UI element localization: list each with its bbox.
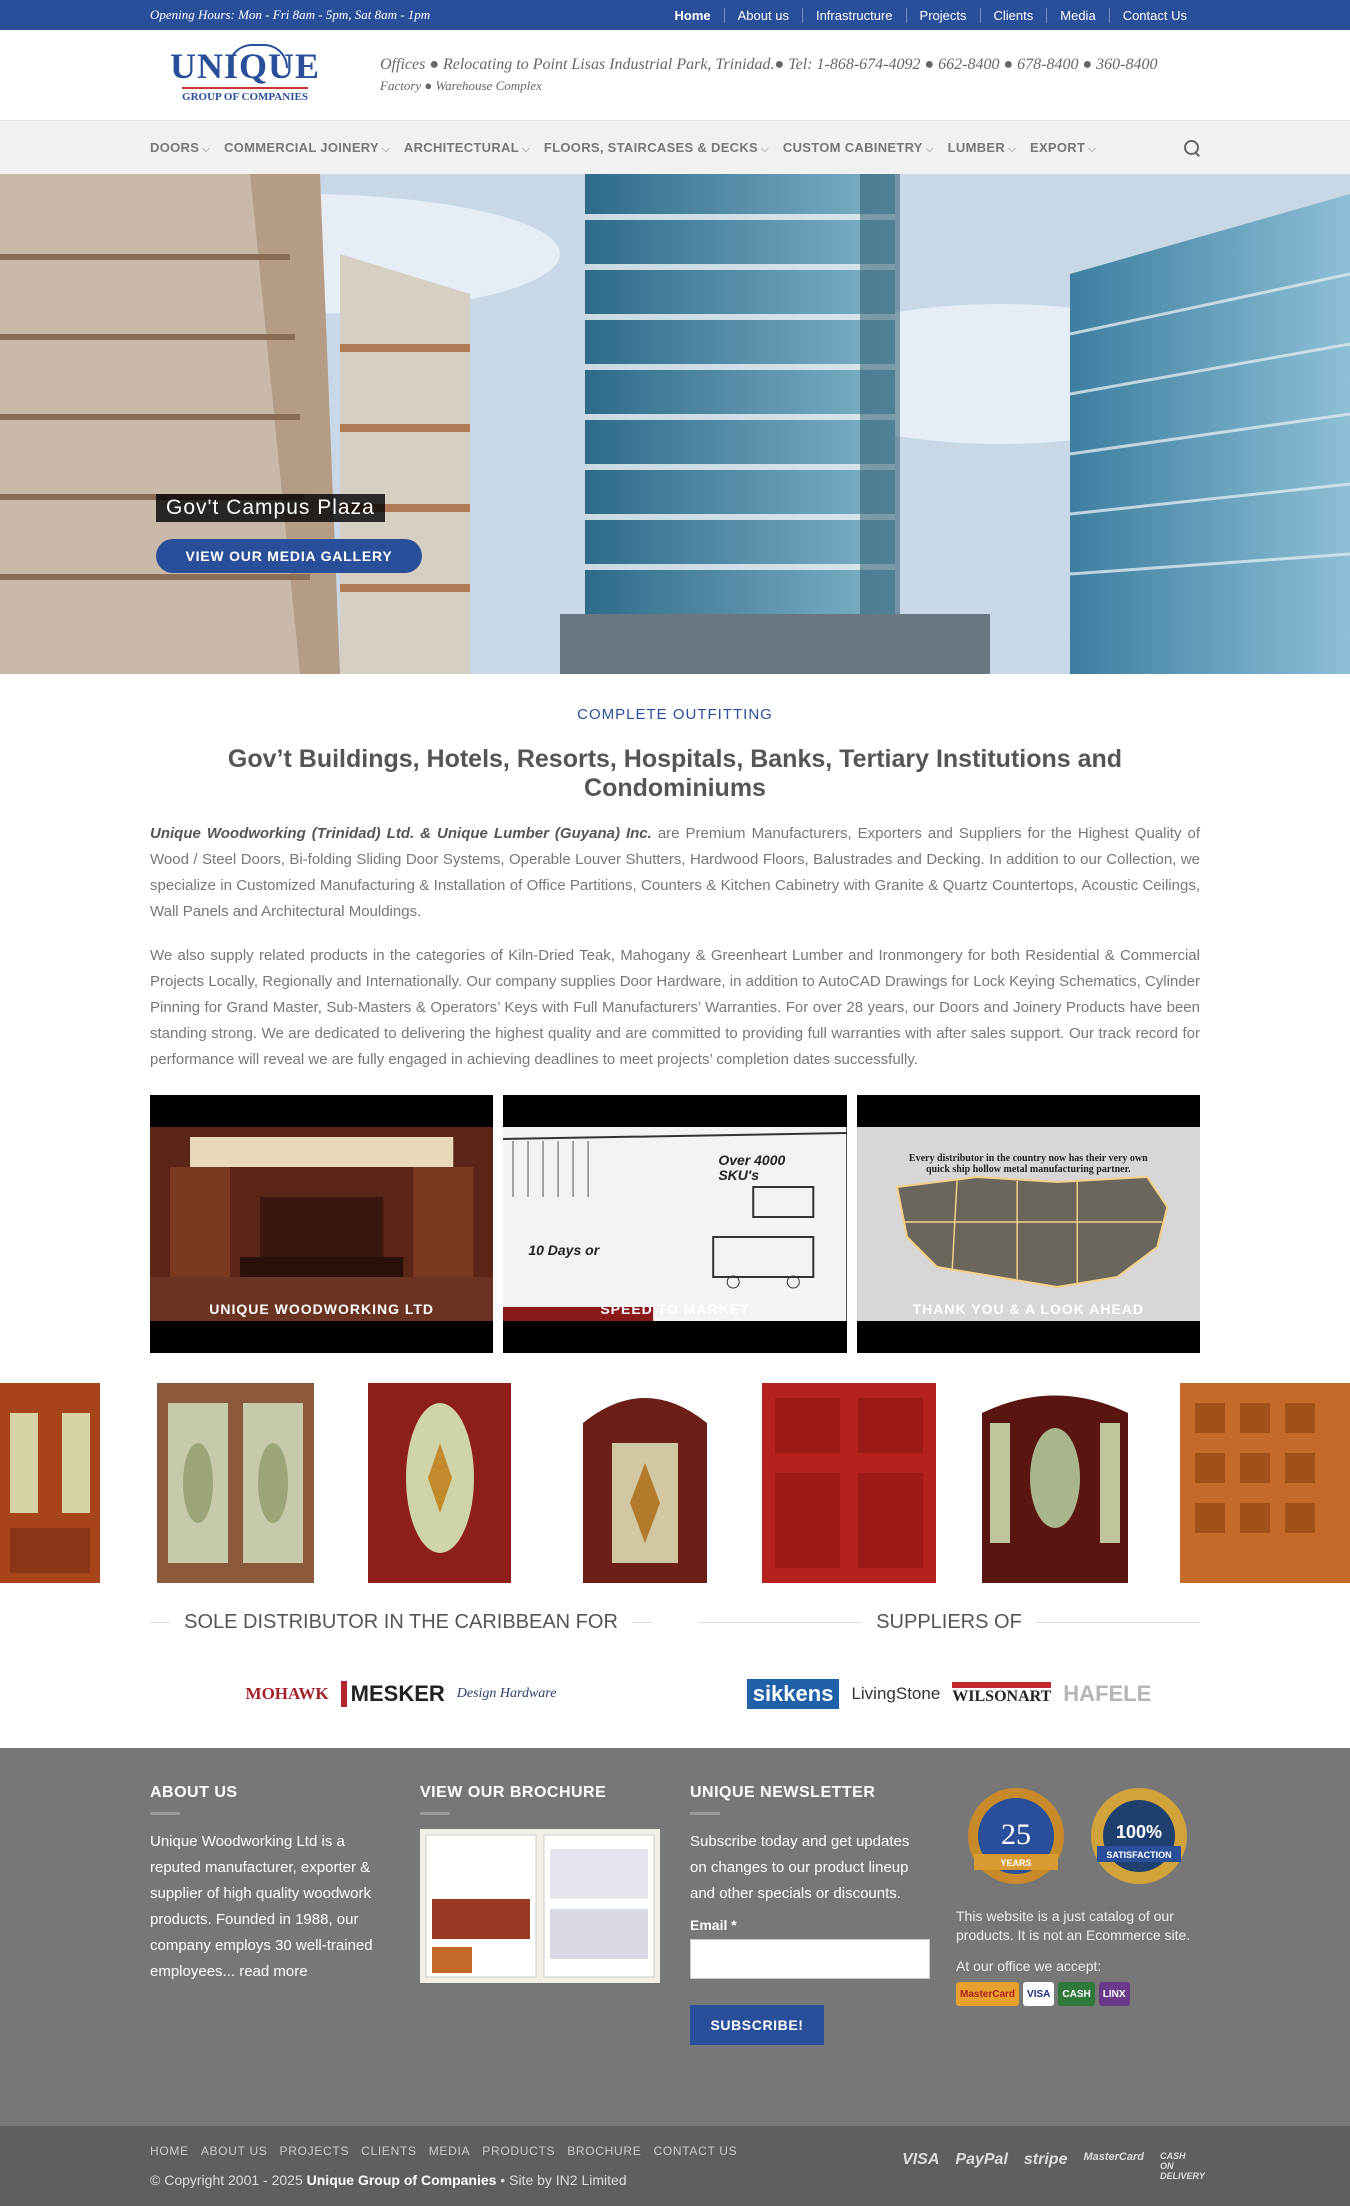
- door-6: [982, 1396, 1128, 1584]
- design-hardware-logo[interactable]: Design Hardware: [456, 1686, 557, 1701]
- site-header: [0, 30, 1350, 120]
- hero-slider: [0, 174, 1350, 674]
- supplier-brands: [698, 1664, 1200, 1724]
- nav-export-label: EXPORT: [1029, 140, 1086, 155]
- hafele-logo[interactable]: HAFELE: [1063, 1681, 1152, 1706]
- divider: [150, 1812, 180, 1815]
- tile-thank-you[interactable]: [857, 1095, 1200, 1353]
- divider: [690, 1812, 720, 1815]
- chevron-down-icon: ⌵: [925, 144, 934, 155]
- top-bar: [0, 0, 1350, 30]
- footer-badges: [956, 1784, 1196, 2096]
- door-7: [1180, 1383, 1350, 1583]
- logo-subtitle: GROUP OF COMPANIES: [182, 87, 308, 103]
- about-text[interactable]: Unique Woodworking Ltd is a reputed manufacturer, exporter & supplier of high quality woodwork products. Founded in 1988, our company employs 30 well-trained employees... read more: [150, 1833, 373, 1980]
- mohawk-logo[interactable]: MOHAWK: [245, 1684, 329, 1703]
- chevron-down-icon: ⌵: [761, 144, 769, 155]
- stripe-icon: stripe: [1023, 2151, 1068, 2168]
- badge-25-number: 25: [1001, 1818, 1031, 1851]
- opening-hours: Opening Hours: Mon - Fri 8am - 5pm, Sat 8am - 1pm: [150, 7, 431, 22]
- cash-icon: CASH: [1058, 1982, 1094, 2006]
- tile-label: SPEED TO MARKET: [600, 1301, 750, 1317]
- footer-about: [150, 1784, 390, 2096]
- suppliers-title: [698, 1611, 1200, 1634]
- payment-cards: [902, 2151, 1205, 2181]
- hero-caption: Gov't Campus Plaza: [156, 494, 385, 522]
- footer-link-projects[interactable]: PROJECTS: [279, 2144, 350, 2158]
- copyright-suffix: • Site by IN2 Limited: [496, 2172, 627, 2188]
- brochure-title: VIEW OUR BROCHURE: [420, 1784, 607, 1801]
- top-nav-projects[interactable]: Projects: [906, 8, 980, 23]
- livingstone-logo[interactable]: LivingStone: [851, 1684, 941, 1703]
- footer-link-home[interactable]: HOME: [150, 2144, 189, 2158]
- email-label: Email *: [690, 1917, 737, 1933]
- copyright-prefix: © Copyright 2001 - 2025: [150, 2172, 307, 2188]
- tile-unique-woodworking[interactable]: [150, 1095, 493, 1353]
- footer-newsletter: [690, 1784, 930, 2096]
- badge-25-text: YEARS: [1000, 1858, 1032, 1868]
- top-nav-clients[interactable]: Clients: [980, 8, 1047, 23]
- top-nav-home[interactable]: Home: [674, 7, 711, 23]
- nav-architectural[interactable]: [404, 140, 530, 155]
- newsletter-text: Subscribe today and get updates on changes to our product lineup and other specials or discounts.: [690, 1833, 910, 1902]
- intro-heading: Gov’t Buildings, Hotels, Resorts, Hospitals, Banks, Tertiary Institutions and Condominiums: [227, 745, 1123, 802]
- mastercard-icon: MasterCard: [956, 1982, 1019, 2006]
- nav-doors-label: DOORS: [150, 140, 200, 155]
- brochure-thumbnail[interactable]: [420, 1829, 660, 1983]
- newsletter-title: UNIQUE NEWSLETTER: [690, 1784, 876, 1801]
- header-offices: Offices ● Relocating to Point Lisas Industrial Park, Trinidad.● Tel: 1-868-674-4092 ● 662-8400 ● 678-8400 ● 360-8400: [380, 56, 1158, 73]
- nav-floors[interactable]: [544, 140, 769, 155]
- hero-buildings-image: [0, 174, 1350, 674]
- badge-100-text: SATISFACTION: [1106, 1850, 1172, 1860]
- tile-speed-to-market[interactable]: [503, 1095, 846, 1353]
- top-nav-media[interactable]: Media: [1046, 8, 1108, 23]
- copyright: [150, 2172, 737, 2188]
- paypal-icon: PayPal: [955, 2151, 1008, 2168]
- tile-label: THANK YOU & A LOOK AHEAD: [912, 1301, 1145, 1317]
- suppliers-title-text: SUPPLIERS OF: [876, 1611, 1022, 1633]
- header-info: [380, 56, 1157, 94]
- intro-kicker: COMPLETE OUTFITTING: [577, 706, 773, 723]
- door-5: [762, 1383, 936, 1583]
- nav-lumber-label: LUMBER: [947, 140, 1006, 155]
- divider: [420, 1812, 450, 1815]
- subscribe-button[interactable]: SUBSCRIBE!: [690, 2005, 824, 2045]
- sole-distributor-title-text: SOLE DISTRIBUTOR IN THE CARIBBEAN FOR: [184, 1611, 618, 1633]
- linx-icon: LINX: [1099, 1982, 1130, 2006]
- sikkens-logo[interactable]: sikkens: [747, 1679, 840, 1709]
- nav-custom-cabinetry-label: CUSTOM CABINETRY: [782, 140, 923, 155]
- footer-brochure: [420, 1784, 660, 2096]
- top-nav: [662, 8, 1201, 23]
- chevron-down-icon: ⌵: [522, 144, 530, 155]
- visa-card-icon: VISA: [902, 2151, 940, 2168]
- sole-distributor-title: [150, 1611, 652, 1634]
- intro-company-names: Unique Woodworking (Trinidad) Ltd. & Unique Lumber (Guyana) Inc.: [150, 825, 652, 842]
- footer-link-media[interactable]: MEDIA: [428, 2144, 471, 2158]
- top-nav-infrastructure[interactable]: Infrastructure: [802, 8, 906, 23]
- nav-lumber[interactable]: [948, 140, 1016, 155]
- nav-commercial-joinery-label: COMMERCIAL JOINERY: [224, 140, 379, 155]
- main-nav: [0, 120, 1350, 174]
- tile-handwriting-2: 10 Days or: [528, 1242, 600, 1258]
- nav-architectural-label: ARCHITECTURAL: [403, 140, 519, 155]
- bottom-bar: [0, 2126, 1350, 2206]
- catalog-note: This website is a just catalog of our products. It is not an Ecommerce site.: [956, 1908, 1191, 1943]
- company-logo[interactable]: [150, 40, 340, 110]
- email-input[interactable]: [690, 1939, 930, 1979]
- accepted-payments: [956, 1982, 1196, 2006]
- footer-link-contact[interactable]: CONTACT US: [653, 2144, 738, 2158]
- nav-doors[interactable]: [150, 140, 210, 155]
- mastercard-card-icon: MasterCard: [1083, 2151, 1144, 2163]
- office-image: [150, 1127, 493, 1321]
- chevron-down-icon: ⌵: [381, 144, 390, 155]
- header-factory: Factory ● Warehouse Complex: [380, 78, 542, 93]
- footer: [0, 1748, 1350, 2126]
- chevron-down-icon: ⌵: [1088, 144, 1097, 155]
- distributor-brands: [150, 1664, 652, 1724]
- intro-section: [0, 674, 1350, 1073]
- distribution-section: [0, 1583, 1350, 1724]
- mesker-logo[interactable]: MESKER: [341, 1681, 445, 1707]
- door-3: [368, 1383, 511, 1583]
- trust-badges: [956, 1784, 1196, 1894]
- footer-links: [150, 2144, 737, 2158]
- cash-on-delivery-icon: CASH ON DELIVERY: [1160, 2151, 1205, 2181]
- chevron-down-icon: ⌵: [202, 144, 211, 155]
- top-nav-about[interactable]: About us: [724, 8, 802, 23]
- door-carousel-images: [0, 1383, 1350, 1583]
- door-4: [583, 1398, 707, 1583]
- chevron-down-icon: ⌵: [1008, 144, 1016, 155]
- sole-distributor-column: [150, 1611, 652, 1724]
- nav-custom-cabinetry[interactable]: [783, 140, 934, 155]
- copyright-company[interactable]: Unique Group of Companies: [306, 2172, 497, 2188]
- door-carousel[interactable]: [0, 1383, 1350, 1583]
- search-icon[interactable]: [1184, 140, 1200, 156]
- nav-floors-label: FLOORS, STAIRCASES & DECKS: [543, 140, 759, 155]
- intro-p1-text: are Premium Manufacturers, Exporters and Suppliers for the Highest Quality of Wood / Steel Doors, Bi-folding Sliding Door Systems, Operable Louver Shutters, Hardwood Floors, Balustrades and Decking. In addition to our Collection, we specialize in Customized Manufacturing & Installation of Office Partitions, Counters & Kitchen Cabinetry with Granite & Quartz Countertops, Acoustic Ceilings, Wall Panels and Architectural Mouldings.: [150, 825, 1200, 920]
- nav-export[interactable]: [1030, 140, 1096, 155]
- wilsonart-logo[interactable]: WILSONART: [952, 1682, 1051, 1706]
- door-2: [157, 1383, 314, 1583]
- tile-handwriting-1: Over 4000 SKU's: [718, 1152, 786, 1183]
- tile-label: UNIQUE WOODWORKING LTD: [209, 1301, 435, 1317]
- about-title: ABOUT US: [150, 1784, 238, 1801]
- intro-paragraph-2: We also supply related products in the categories of Kiln-Dried Teak, Mahogany & Greenheart Lumber and Ironmongery for both Residential & Commercial Projects Locally, Regionally and Internationally. Our company supplies Door Hardware, in addition to AutoCAD Drawings for Lock Keying Schematics, Cylinder Pinning for Grand Master, Sub-Masters & Operators’ Keys with Full Manufacturers’ Warranties. For over 28 years, our Doors and Joinery Products have been standing strong. We are dedicated to delivering the highest quality and are committed to providing full warranties with after sales support. Our track record for performance will reveal we are fully engaged in achieving deadlines to meet projects’ completion dates successfully.: [150, 947, 1200, 1068]
- accept-label: At our office we accept:: [956, 1958, 1102, 1974]
- nav-commercial-joinery[interactable]: [224, 140, 390, 155]
- tile-map-text: Every distributor in the country now has their very own quick ship hollow metal manufacturing partner.: [908, 1153, 1148, 1175]
- footer-link-clients[interactable]: CLIENTS: [361, 2144, 417, 2158]
- intro-paragraph-1: [150, 821, 1200, 925]
- visa-icon: VISA: [1023, 1982, 1054, 2006]
- footer-link-brochure[interactable]: BROCHURE: [567, 2144, 642, 2158]
- top-nav-contact[interactable]: Contact Us: [1109, 8, 1200, 23]
- badge-100-number: 100%: [1115, 1822, 1163, 1842]
- media-gallery-button[interactable]: VIEW OUR MEDIA GALLERY: [156, 539, 422, 573]
- footer-link-products[interactable]: PRODUCTS: [482, 2144, 556, 2158]
- logo-word: UNIQUE: [169, 45, 321, 86]
- suppliers-column: [698, 1611, 1200, 1724]
- door-1: [0, 1383, 100, 1583]
- footer-link-about[interactable]: ABOUT US: [200, 2144, 268, 2158]
- video-tiles: [0, 1073, 1350, 1353]
